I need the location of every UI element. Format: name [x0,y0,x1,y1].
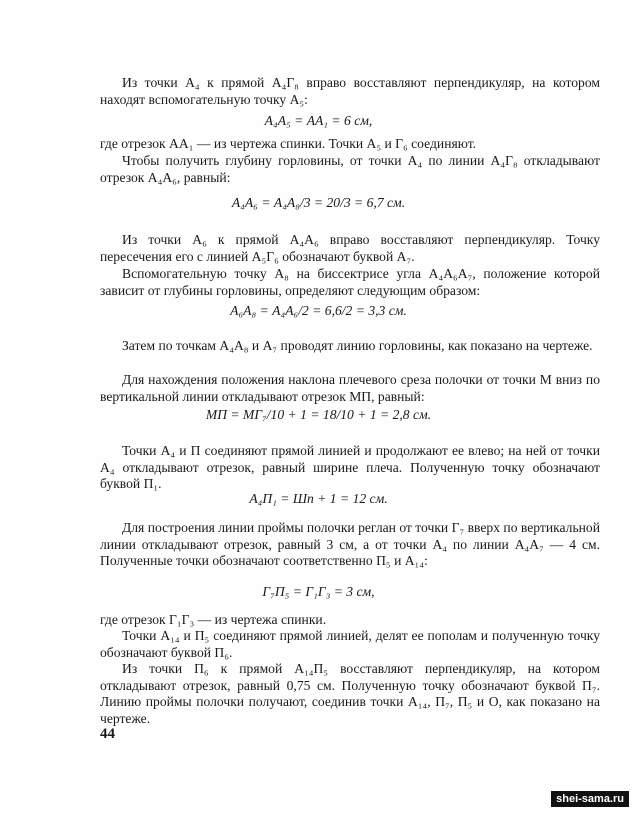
paragraph-12: Из точки П₆ к прямой А₁₄П₅ восставляют перпендикуляр, на котором откладывают отрезок, равный 0,75 см. Полученную точку обозначают буквой П₇. Линию проймы полочки получают, соединив точки А₁₄, П₇, П₅ и О, как показано на чертеже. [100,661,600,726]
formula-4: МП = МГ₇/10 + 1 = 18/10 + 1 = 2,8 см. [205,407,432,422]
paragraph-7: Для нахождения положения наклона плечевого среза полочки от точки М вниз по вертикальной линии откладывают отрезок МП, равный: [100,372,600,404]
formula-2: А₄А₆ = А₄А₈/3 = 20/3 = 6,7 см. [231,195,406,210]
formula-3: А₆А₈ = А₄А₆/2 = 6,6/2 = 3,3 см. [230,303,407,318]
page-number: 44 [100,726,115,742]
paragraph-3: Чтобы получить глубину горловины, от точки А₄ по линии А₄Г₈ откладывают отрезок А₄А₆, равный: [100,153,600,185]
paragraph-10: где отрезок Г₁Г₃ — из чертежа спинки. [100,612,327,627]
formula-5: А₄П₁ = Шп + 1 = 12 см. [249,491,388,506]
paragraph-1: Из точки А₄ к прямой А₄Г₈ вправо восставляют перпендикуляр, на котором находят вспомогательную точку А₅: [100,75,600,107]
paragraph-8: Точки А₄ и П соединяют прямой линией и продолжают ее влево; на ней от точки А₄ откладывают отрезок, равный ширине плеча. Полученную точку обозначают буквой П₁. [100,443,600,491]
paragraph-11: Точки А₁₄ и П₅ соединяют прямой линией, делят ее пополам и полученную точку обозначают буквой П₆. [100,628,600,660]
paragraph-4: Из точки А₆ к прямой А₄А₆ вправо восставляют перпендикуляр. Точку пересечения его с линией А₅Г₆ обозначают буквой А₇. [100,232,600,264]
paragraph-2: где отрезок АА₁ — из чертежа спинки. Точки А₅ и Г₆ соединяют. [100,136,477,151]
paragraph-6: Затем по точкам А₄А₈ и А₇ проводят линию горловины, как показано на чертеже. [122,338,593,353]
paragraph-9: Для построения линии проймы полочки реглан от точки Г₇ вверх по вертикальной линии откладывают отрезок, равный 3 см, а от точки А₄ по линии А₄А₇ — 4 см. Полученные точки обозначают соответственно П₅ и А₁₄: [100,520,600,568]
formula-6: Г₇П₅ = Г₁Г₃ = 3 см, [262,584,375,599]
watermark-label: shei-sama.ru [551,791,629,807]
paragraph-5: Вспомогательную точку А₈ на биссектрисе угла А₄А₆А₇, положение которой зависит от глубины горловины, определяют следующим образом: [100,266,600,298]
formula-1: А₄А₅ = АА₁ = 6 см, [264,113,373,128]
